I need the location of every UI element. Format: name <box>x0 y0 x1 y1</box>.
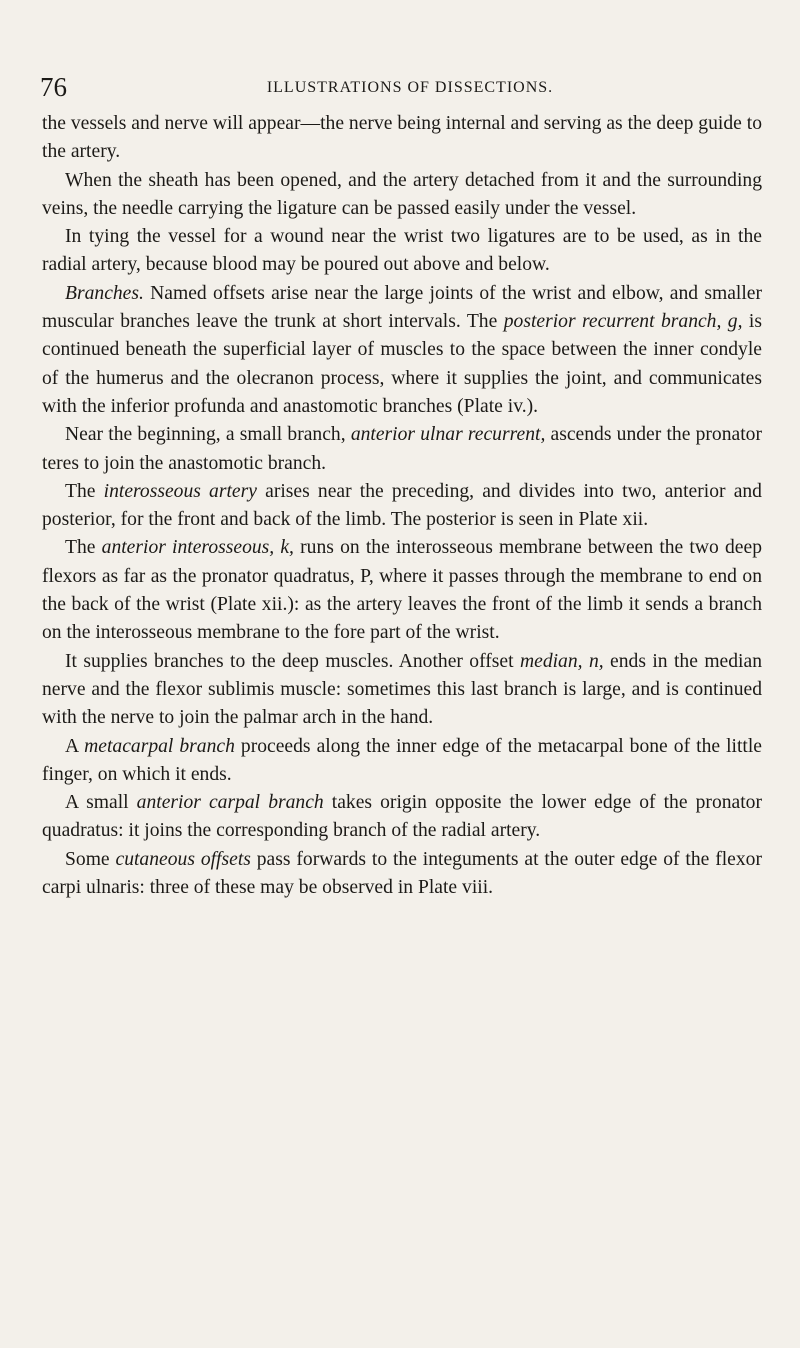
text-run: When the sheath has been opened, and the artery detached from it and the surrounding veins, the needle carrying the ligature can be passed easily under the vessel. <box>42 169 762 219</box>
paragraph <box>42 478 762 535</box>
text-run: Named offsets arise near the large joints of the wrist and elbow, and smaller muscular branches leave the trunk at short intervals. The <box>42 282 762 333</box>
italic-term: interosseous artery <box>103 480 257 502</box>
page-number: 76 <box>40 72 67 102</box>
paragraph <box>42 167 762 224</box>
text-run: ascends under the pronator teres to join the anastomotic branch. <box>42 424 762 474</box>
italic-term: median, n, <box>519 650 604 672</box>
italic-term: anterior carpal branch <box>136 792 324 814</box>
text-run: Some <box>65 848 116 870</box>
text-run: A <box>65 735 85 757</box>
text-run: A small <box>65 792 137 814</box>
italic-term: Branches. <box>65 282 144 304</box>
italic-term: metacarpal branch <box>84 735 235 757</box>
text-run: runs on the interosseous membrane between the two deep flexors as far as the pronator quadratus, P, where it passes through the membrane to end on the back of the wrist (Plate xii.): as the artery leaves the front of the limb it sends a branch on the interosseous membrane to the fore part of the wrist. <box>42 537 762 644</box>
text-run: proceeds along the inner edge of the metacarpal bone of the little finger, on which it ends. <box>42 735 762 785</box>
page-header <box>40 72 760 102</box>
italic-term: posterior recurrent branch, g, <box>503 311 743 333</box>
italic-term: anterior ulnar recurrent, <box>350 424 546 446</box>
running-head: ILLUSTRATIONS OF DISSECTIONS. <box>266 79 554 96</box>
body-text <box>42 110 762 902</box>
text-run: Near the beginning, a small branch, <box>65 424 351 446</box>
paragraph <box>42 280 762 421</box>
text-run: It supplies branches to the deep muscles. Another offset <box>65 650 520 672</box>
text-run: The <box>65 480 104 502</box>
paragraph <box>42 534 762 647</box>
text-run: the vessels and nerve will appear—the nerve being internal and serving as the deep guide to the artery. <box>42 113 762 163</box>
text-run: In tying the vessel for a wound near the wrist two ligatures are to be used, as in the radial artery, because blood may be poured out above and below. <box>42 226 762 276</box>
italic-term: anterior interosseous, k, <box>101 537 294 559</box>
paragraph <box>42 223 762 280</box>
text-run: arises near the preceding, and divides into two, anterior and posterior, for the front and back of the limb. The posterior is seen in Plate xii. <box>42 480 762 531</box>
text-run: pass forwards to the integuments at the outer edge of the flexor carpi ulnaris: three of these may be observed in Plate viii. <box>42 848 762 899</box>
paragraph <box>42 110 762 167</box>
italic-term: cutaneous offsets <box>115 848 251 870</box>
text-run: The <box>65 537 102 559</box>
paragraph <box>42 789 762 846</box>
text-run: is continued beneath the superficial layer of muscles to the space between the inner condyle of the humerus and the olecranon process, where it supplies the joint, and communicates with the inferior profunda and anastomotic branches (Plate iv.). <box>42 311 762 417</box>
text-run: ends in the median nerve and the flexor sublimis muscle: sometimes this last branch is large, and is continued with the nerve to join the palmar arch in the hand. <box>42 650 762 729</box>
text-run: takes origin opposite the lower edge of the pronator quadratus: it joins the corresponding branch of the radial artery. <box>42 792 763 842</box>
paragraph <box>42 421 762 478</box>
paragraph <box>42 733 762 790</box>
paragraph <box>42 846 762 903</box>
paragraph <box>42 648 762 733</box>
